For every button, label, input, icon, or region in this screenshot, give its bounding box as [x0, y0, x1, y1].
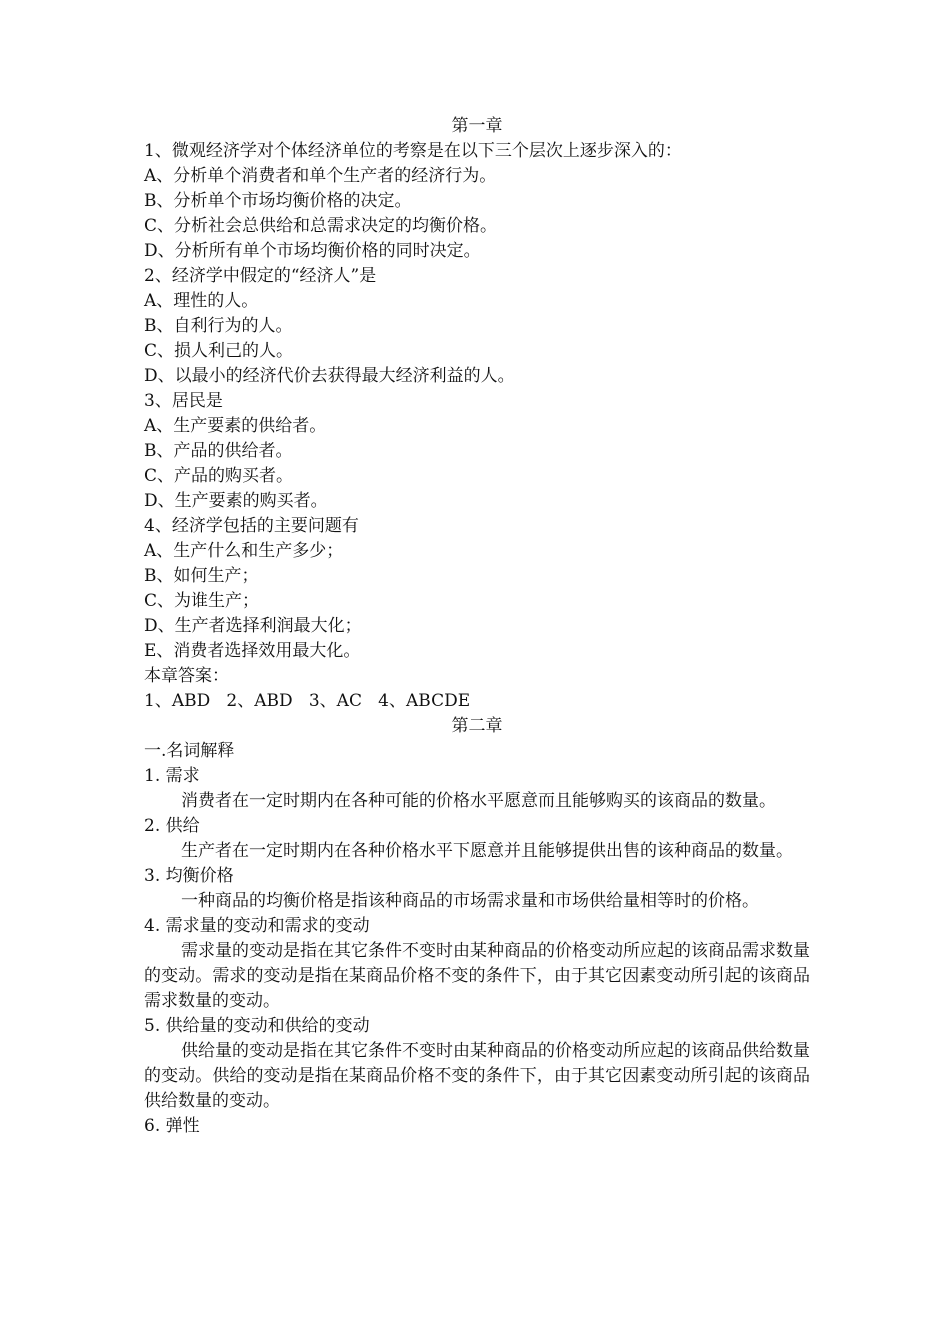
- term-heading: 3. 均衡价格: [144, 866, 234, 886]
- question-option: D、生产者选择利润最大化；: [144, 616, 362, 636]
- term-heading: 2. 供给: [144, 816, 200, 836]
- question-option: C、损人利己的人。: [144, 341, 294, 361]
- question-option: D、生产要素的购买者。: [144, 491, 328, 511]
- answers-line: 1、ABD 2、ABD 3、AC 4、ABCDE: [144, 691, 471, 711]
- section-heading: 一.名词解释: [144, 741, 235, 761]
- question-2: [144, 264, 810, 389]
- question-stem: 3、居民是: [144, 391, 223, 411]
- term-3: [144, 864, 810, 914]
- term-1: [144, 764, 810, 814]
- question-3: [144, 389, 810, 514]
- term-heading: 6. 弹性: [144, 1116, 200, 1136]
- question-option: A、生产什么和生产多少；: [144, 541, 344, 561]
- question-option: C、为谁生产；: [144, 591, 260, 611]
- question-option: B、如何生产；: [144, 566, 259, 586]
- term-5: [144, 1014, 810, 1114]
- question-stem: 1、微观经济学对个体经济单位的考察是在以下三个层次上逐步深入的：: [144, 141, 682, 161]
- term-2: [144, 814, 810, 864]
- question-4: [144, 514, 810, 664]
- term-definition: 一种商品的均衡价格是指该种商品的市场需求量和市场供给量相等时的价格。: [181, 891, 759, 911]
- question-stem: 4、经济学包括的主要问题有: [144, 516, 359, 536]
- term-definition: 消费者在一定时期内在各种可能的价格水平愿意而且能够购买的该商品的数量。: [181, 791, 776, 811]
- term-definition: 生产者在一定时期内在各种价格水平下愿意并且能够提供出售的该种商品的数量。: [181, 841, 793, 861]
- term-heading: 4. 需求量的变动和需求的变动: [144, 916, 370, 936]
- question-option: C、分析社会总供给和总需求决定的均衡价格。: [144, 216, 498, 236]
- chapter-1-title: 第一章: [451, 116, 503, 136]
- answers-label: 本章答案：: [144, 666, 229, 686]
- question-option: B、产品的供给者。: [144, 441, 293, 461]
- term-heading: 1. 需求: [144, 766, 200, 786]
- question-option: A、生产要素的供给者。: [144, 416, 327, 436]
- chapter-2-title: 第二章: [451, 716, 503, 736]
- term-6: [144, 1114, 810, 1139]
- question-option: A、分析单个消费者和单个生产者的经济行为。: [144, 166, 497, 186]
- term-heading: 5. 供给量的变动和供给的变动: [144, 1016, 370, 1036]
- question-option: D、以最小的经济代价去获得最大经济利益的人。: [144, 366, 515, 386]
- term-4: [144, 914, 810, 1014]
- document-page: [144, 114, 810, 1139]
- question-option: B、自利行为的人。: [144, 316, 293, 336]
- question-option: E、消费者选择效用最大化。: [144, 641, 361, 661]
- term-definition: 需求量的变动是指在其它条件不变时由某种商品的价格变动所应起的该商品需求数量的变动。需求的变动是指在某商品价格不变的条件下，由于其它因素变动所引起的该商品需求数量的变动。: [144, 941, 810, 1011]
- question-option: B、分析单个市场均衡价格的决定。: [144, 191, 412, 211]
- question-option: D、分析所有单个市场均衡价格的同时决定。: [144, 241, 481, 261]
- question-stem: 2、经济学中假定的“经济人”是: [144, 266, 377, 286]
- term-definition: 供给量的变动是指在其它条件不变时由某种商品的价格变动所应起的该商品供给数量的变动。供给的变动是指在某商品价格不变的条件下，由于其它因素变动所引起的该商品供给数量的变动。: [144, 1041, 810, 1111]
- question-option: C、产品的购买者。: [144, 466, 294, 486]
- question-1: [144, 139, 810, 264]
- question-option: A、理性的人。: [144, 291, 259, 311]
